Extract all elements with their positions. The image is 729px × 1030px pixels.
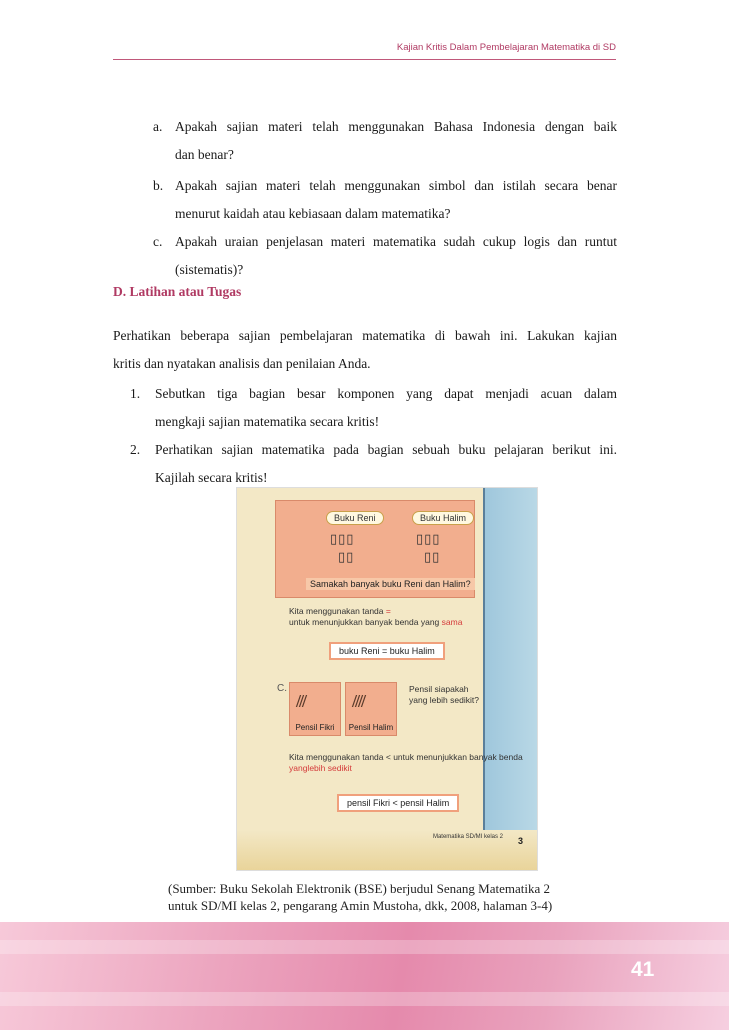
question-item-c: [153, 228, 617, 284]
section-heading: D. Latihan atau Tugas: [113, 284, 242, 299]
item-marker: 2.: [130, 442, 141, 457]
text-line: yang lebih sedikit?: [409, 695, 479, 705]
caption-line: untuk SD/MI kelas 2, pengarang Amin Mustoha, dkk, 2008, halaman 3-4): [168, 898, 553, 913]
label-buku-halim: Buku Halim: [412, 511, 474, 525]
books-halim-icon-2: ▯▯: [424, 549, 441, 564]
question-item-a: [153, 113, 617, 169]
task-item-1: [130, 380, 617, 436]
pencil-halim-label: Pensil Halim: [348, 723, 394, 732]
item-line: dan benar?: [175, 147, 234, 162]
item-line: Apakah sajian materi telah menggunakan simbol dan istilah secara benar: [175, 178, 617, 193]
item-line: Kajilah secara kritis!: [155, 470, 268, 485]
figure-side-panel: [485, 488, 537, 870]
page-number: 41: [631, 958, 655, 981]
item-marker: b.: [153, 178, 164, 193]
text-line: Kita menggunakan tanda < untuk menunjukkan banyak benda: [289, 752, 523, 762]
figure-text-2: [289, 752, 523, 774]
pencil-fikri-label: Pensil Fikri: [295, 723, 335, 732]
item-line: Apakah sajian materi telah menggunakan Bahasa Indonesia dengan baik: [175, 119, 617, 134]
item-marker: 1.: [130, 386, 141, 401]
pencil-icon: ///: [296, 691, 306, 711]
highlight-phrase: yanglebih sedikit: [289, 763, 352, 773]
text-line: untuk menunjukkan banyak benda yang: [289, 617, 440, 627]
caption-line: (Sumber: Buku Sekolah Elektronik (BSE) berjudul Senang Matematika 2: [168, 881, 550, 896]
text-line: Kita menggunakan tanda: [289, 606, 384, 616]
item-line: mengkaji sajian matematika secara kritis!: [155, 414, 380, 429]
intro-paragraph: [113, 322, 617, 378]
figure-source-caption: [168, 880, 552, 914]
question-c: [409, 684, 479, 706]
item-line: menurut kaidah atau kebiasaan dalam matematika?: [175, 206, 451, 221]
paragraph-line: kritis dan nyatakan analisis dan penilaian Anda.: [113, 356, 371, 371]
textbook-figure: [236, 487, 538, 871]
figure-text-1: [289, 606, 462, 628]
books-panel: [275, 500, 475, 598]
task-list: [130, 380, 617, 492]
equation-box-2: pensil Fikri < pensil Halim: [337, 794, 459, 812]
question-item-b: [153, 172, 617, 228]
item-line: Sebutkan tiga bagian besar komponen yang dapat menjadi acuan dalam: [155, 386, 617, 401]
item-line: Perhatikan sajian matematika pada bagian sebuah buku pelajaran berikut ini.: [155, 442, 617, 457]
books-reni-icon-2: ▯▯: [338, 549, 355, 564]
pencil-fikri-card: [289, 682, 341, 736]
figure-page-number: 3: [517, 836, 523, 846]
footer-stripe: [0, 940, 729, 954]
books-reni-icon: ▯▯▯: [330, 531, 355, 546]
equation-box-1: buku Reni = buku Halim: [329, 642, 445, 660]
item-marker: a.: [153, 119, 163, 134]
books-halim-icon: ▯▯▯: [416, 531, 441, 546]
equals-symbol: =: [385, 606, 391, 616]
question-b: Samakah banyak buku Reni dan Halim?: [306, 578, 475, 590]
task-item-2: [130, 436, 617, 492]
paragraph-line: Perhatikan beberapa sajian pembelajaran matematika di bawah ini. Lakukan kajian: [113, 328, 617, 343]
label-buku-reni: Buku Reni: [326, 511, 384, 525]
figure-label-c: C.: [277, 683, 287, 694]
text-line: Pensil siapakah: [409, 684, 469, 694]
header-divider: [113, 59, 616, 60]
item-line: Apakah uraian penjelasan materi matematika sudah cukup logis dan runtut: [175, 234, 617, 249]
footer-band: [0, 922, 729, 1030]
question-list-alpha: [153, 113, 617, 284]
running-header: Kajian Kritis Dalam Pembelajaran Matematika di SD: [396, 42, 616, 53]
item-marker: c.: [153, 234, 163, 249]
figure-divider: [483, 488, 485, 870]
figure-footer-label: Matematika SD/MI kelas 2: [432, 834, 503, 840]
footer-stripe: [0, 992, 729, 1006]
highlight-word: sama: [441, 617, 463, 627]
pencil-icon: ////: [352, 691, 365, 711]
item-line: (sistematis)?: [175, 262, 244, 277]
pencil-halim-card: [345, 682, 397, 736]
